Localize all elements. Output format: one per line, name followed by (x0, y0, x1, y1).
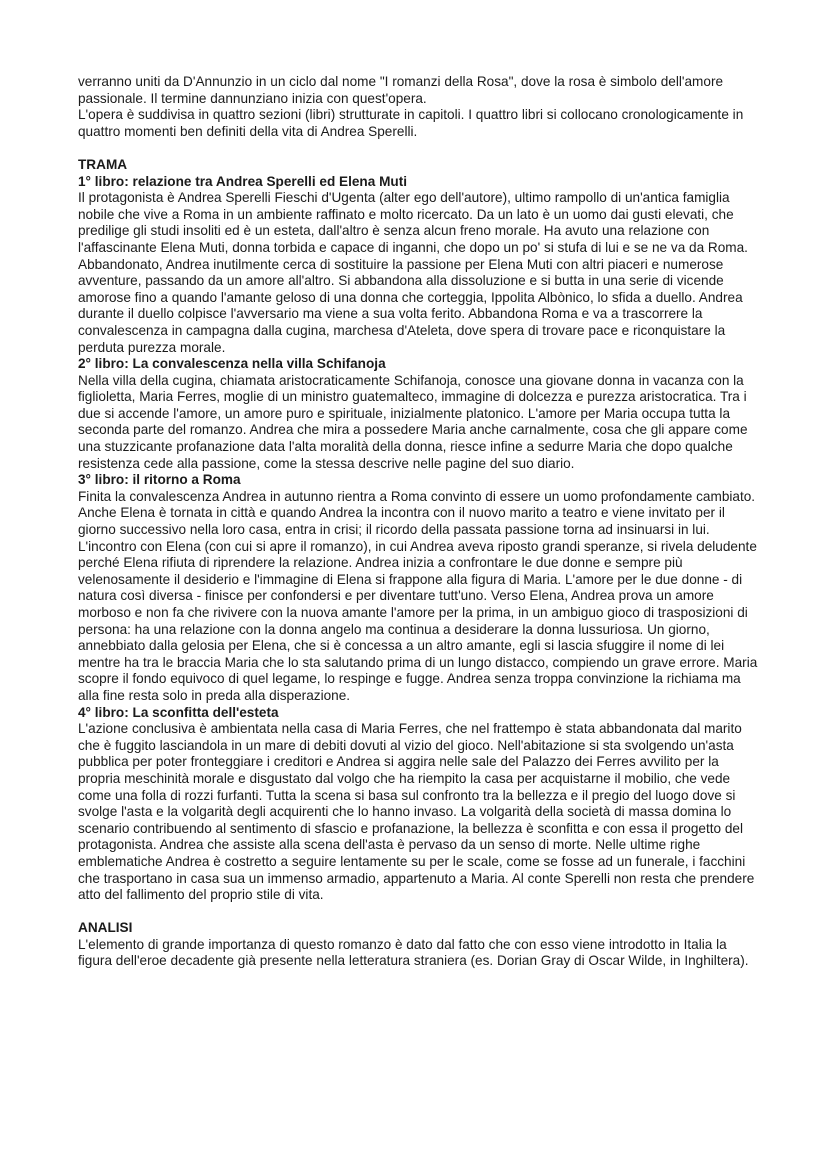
blank-line (78, 140, 759, 157)
section-heading-analisi: ANALISI (78, 920, 133, 936)
paragraph-libro-1: Il protagonista è Andrea Sperelli Fieschi d'Ugenta (alter ego dell'autore), ultimo rampollo di un'antica famiglia nobile che vive a Roma in un ambiente raffinato e molto ricercato. Da un lato è un uomo dai gusti elevati, che predilige gli studi insoliti ed è un esteta, dall'altro è senza alcun freno morale. Ha avuto una relazione con l'affascinante Elena Muti, donna torbida e capace di inganni, che dopo un po' si stufa di lui e se ne va da Roma. Abbandonato, Andrea inutilmente cerca di sostituire la passione per Elena Muti con altri piaceri e numerose avventure, passando da un amore all'altro. Si abbandona alla dissoluzione e si butta in una serie di vicende amorose fino a quando l'amante geloso di una donna che corteggia, Ippolita Albònico, lo sfida a duello. Andrea durante il duello colpisce l'avversario ma viene a sua volta ferito. Abbandona Roma e va a trascorrere la convalescenza in campagna dalla cugina, marchesa d'Ateleta, dove spera di trovare pace e riconquistare la perduta purezza morale. (78, 190, 748, 355)
intro-paragraph-romanzi-della-rosa: verranno uniti da D'Annunzio in un ciclo dal nome "I romanzi della Rosa", dove la rosa è simbolo dell'amore passionale. Il termine dannunziano inizia con quest'opera. (78, 74, 724, 106)
intro-paragraph-struttura-opera: L'opera è suddivisa in quattro sezioni (libri) strutturate in capitoli. I quattro libri si collocano cronologicamente in quattro momenti ben definiti della vita di Andrea Sperelli. (78, 107, 744, 139)
heading-libro-1: 1° libro: relazione tra Andrea Sperelli ed Elena Muti (78, 173, 407, 189)
paragraph-analisi: L'elemento di grande importanza di questo romanzo è dato dal fatto che con esso viene introdotto in Italia la figura dell'eroe decadente già presente nella letteratura straniera (es. Dorian Gray di Oscar Wilde, in Inghiltera). (78, 936, 749, 969)
section-heading-trama: TRAMA (78, 156, 128, 172)
heading-libro-3: 3° libro: il ritorno a Roma (78, 472, 241, 488)
paragraph-libro-4: L'azione conclusiva è ambientata nella casa di Maria Ferres, che nel frattempo è stata abbandonata dal marito che è fuggito lasciandola in un mare di debiti dovuti al vizio del gioco. Nell'abitazione si sta svolgendo un'asta pubblica per poter fronteggiare i creditori e Andrea si aggira nelle sale del Palazzo dei Ferres avvilito per la propria meschinità morale e disgustato dal volgo che ha riempito la casa per acquistarne il mobilio, che vede come una folla di rozzi furfanti. Tutta la scena si basa sul confronto tra la bellezza e il pregio del luogo dove si svolge l'asta e la volgarità degli acquirenti che lo hanno invaso. La volgarità della società di massa domina lo scenario contribuendo al sentimento di sfascio e profanazione, la bellezza è sconfitta e con essa il progetto del protagonista. Andrea che assiste alla scena dell'asta è pervaso da un senso di morte. Nelle ultime righe emblematiche Andrea è costretto a seguire lentamente su per le scale, come se fosse ad un funerale, i facchini che trasportano in casa sua un immenso armadio, appartenuto a Maria. Al conte Sperelli non resta che prendere atto del fallimento del proprio stile di vita. (78, 721, 755, 903)
blank-line (78, 904, 759, 921)
heading-libro-2: 2° libro: La convalescenza nella villa Schifanoja (78, 356, 386, 372)
paragraph-libro-2: Nella villa della cugina, chiamata aristocraticamente Schifanoja, conosce una giovane donna in vacanza con la figlioletta, Maria Ferres, moglie di un ministro guatemalteco, immagine di dolcezza e purezza aristocratica. Tra i due si accende l'amore, un amore puro e spirituale, inizialmente platonico. L'amore per Maria occupa tutta la seconda parte del romanzo. Andrea che mira a possedere Maria anche carnalmente, cosa che gli appare come una stuzzicante profanazione data l'alta moralità della donna, riesce infine a sedurre Maria che dopo qualche resistenza cede alla passione, come la stessa descrive nelle pagine del suo diario. (78, 372, 748, 471)
heading-libro-4: 4° libro: La sconfitta dell'esteta (78, 704, 279, 720)
document-text-body (78, 74, 759, 970)
paragraph-libro-3: Finita la convalescenza Andrea in autunno rientra a Roma convinto di essere un uomo profondamente cambiato. Anche Elena è tornata in città e quando Andrea la incontra con il nuovo marito a teatro e viene invitato per il giorno successivo nella loro casa, entra in crisi; il ricordo della passata passione torna ad insinuarsi in lui. L'incontro con Elena (con cui si apre il romanzo), in cui Andrea aveva riposto grandi speranze, si rivela deludente perché Elena rifiuta di riprendere la relazione. Andrea inizia a confrontare le due donne e sempre più velenosamente il desiderio e l'immagine di Elena si frappone alla figura di Maria. L'amore per le due donne - di natura così diversa - finisce per confondersi e per diventare tutt'uno. Verso Elena, Andrea prova un amore morboso e non fa che rivivere con la nuova amante l'amore per la prima, in un ambiguo gioco di trasposizioni di persona: ha una relazione con la donna angelo ma continua a desiderare la donna lussuriosa. Un giorno, annebbiato dalla gelosia per Elena, che si è concessa a un altro amante, egli si lascia sfuggire il nome di lei mentre ha tra le braccia Maria che lo sta salutando prima di un lungo distacco, compiendo un grave errore. Maria scopre il fondo equivoco di quel legame, lo respinge e fugge. Andrea senza troppa convinzione la richiama ma alla fine resta solo in preda alla disperazione. (78, 488, 758, 703)
